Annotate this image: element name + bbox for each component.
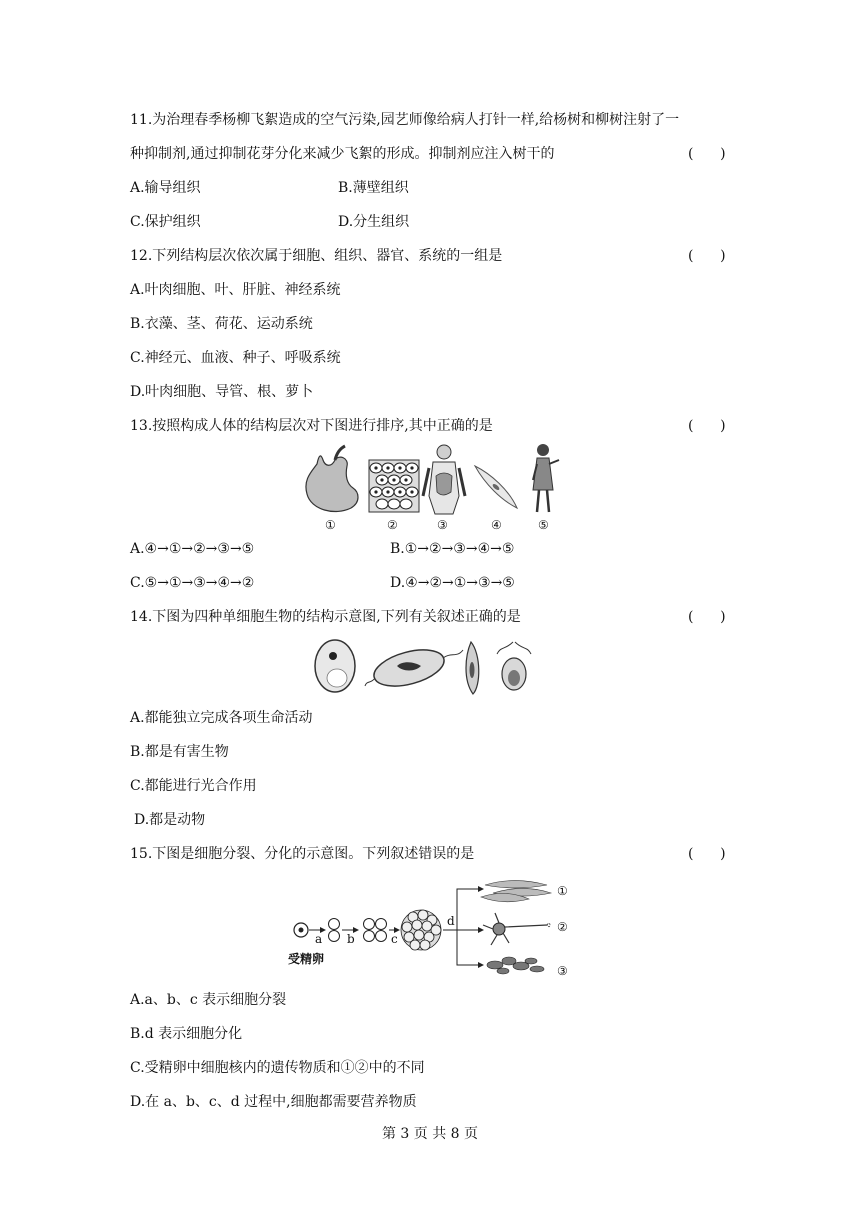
q15-label-c: c [391,932,398,946]
human-system-icon [423,445,465,514]
q12-option-c: C.神经元、血液、种子、呼吸系统 [130,350,341,366]
q13-option-a: A.④→①→②→③→⑤ [130,541,255,557]
q14-option-c: C.都能进行光合作用 [130,778,257,794]
q12-answer-paren: ( ) [688,248,726,264]
muscle-tissue-icon [481,881,551,902]
q15-label-3: ③ [557,964,568,978]
q11-stem-line2: 种抑制剂,通过抑制花芽分化来减少飞絮的形成。抑制剂应注入树干的 [130,146,555,162]
q15-label-d: d [447,914,455,928]
fertilized-egg-icon [294,923,308,937]
q13-label-2: ② [387,518,398,532]
q11-stem-line1: 11.为治理春季杨柳飞絮造成的空气污染,园艺师像给病人打针一样,给杨树和柳树注射了一 [130,112,680,128]
stomach-icon [306,446,358,512]
q11-answer-paren: ( ) [688,146,726,162]
cell-cluster-icon [401,910,441,950]
q12-option-d: D.叶肉细胞、导管、根、萝卜 [130,384,314,400]
q15-option-c: C.受精卵中细胞核内的遗传物质和①②中的不同 [130,1060,425,1076]
q15-label-fertilized-egg: 受精卵 [288,952,325,966]
q15-label-2: ② [557,920,568,934]
q14-answer-paren: ( ) [688,609,726,625]
q12-option-b: B.衣藻、茎、荷花、运动系统 [130,316,313,332]
q15-stem: 15.下图是细胞分裂、分化的示意图。下列叙述错误的是 [130,846,475,862]
q12-stem: 12.下列结构层次依次属于细胞、组织、器官、系统的一组是 [130,248,503,264]
two-cell-icon [329,919,340,942]
muscle-cell-icon [475,466,517,508]
q14-stem: 14.下图为四种单细胞生物的结构示意图,下列有关叙述正确的是 [130,609,521,625]
q12-option-a: A.叶肉细胞、叶、肝脏、神经系统 [130,282,341,298]
q13-label-1: ① [325,518,336,532]
epithelial-tissue-icon [487,957,544,974]
yeast-cell-icon [315,640,355,692]
q11-option-a: A.输导组织 [130,180,201,196]
q15-label-b: b [347,932,355,946]
q13-label-4: ④ [491,518,502,532]
four-cell-icon [364,919,387,942]
q15-option-b: B.d 表示细胞分化 [130,1026,243,1042]
q15-option-a: A.a、b、c 表示细胞分裂 [130,992,287,1008]
neuron-icon [483,913,550,945]
q13-answer-paren: ( ) [688,418,726,434]
q13-label-3: ③ [437,518,448,532]
q13-stem: 13.按照构成人体的结构层次对下图进行排序,其中正确的是 [130,418,493,434]
tissue-icon [369,460,419,512]
q11-option-c: C.保护组织 [130,214,201,230]
q15-answer-paren: ( ) [688,846,726,862]
chlamydomonas-icon [497,642,531,690]
q13-option-c: C.⑤→①→③→④→② [130,575,255,591]
bacterium-icon [365,643,463,693]
q13-option-d: D.④→②→①→③→⑤ [390,575,515,591]
page-footer: 第 3 页 共 8 页 [381,1126,479,1142]
q11-option-b: B.薄壁组织 [338,180,409,196]
q14-option-a: A.都能独立完成各项生命活动 [130,710,313,726]
q13-option-b: B.①→②→③→④→⑤ [390,541,515,557]
q15-figure [285,875,585,980]
paramecium-icon [466,642,479,694]
q13-figure [295,440,560,534]
q14-option-b: B.都是有害生物 [130,744,229,760]
q15-option-d: D.在 a、b、c、d 过程中,细胞都需要营养物质 [130,1094,417,1110]
q11-option-d: D.分生组织 [338,214,410,230]
q15-label-a: a [315,932,323,946]
q14-figure [305,636,565,700]
q14-option-d: D.都是动物 [134,812,206,828]
person-icon [533,444,559,512]
q13-label-5: ⑤ [538,518,549,532]
q15-label-1: ① [557,884,568,898]
